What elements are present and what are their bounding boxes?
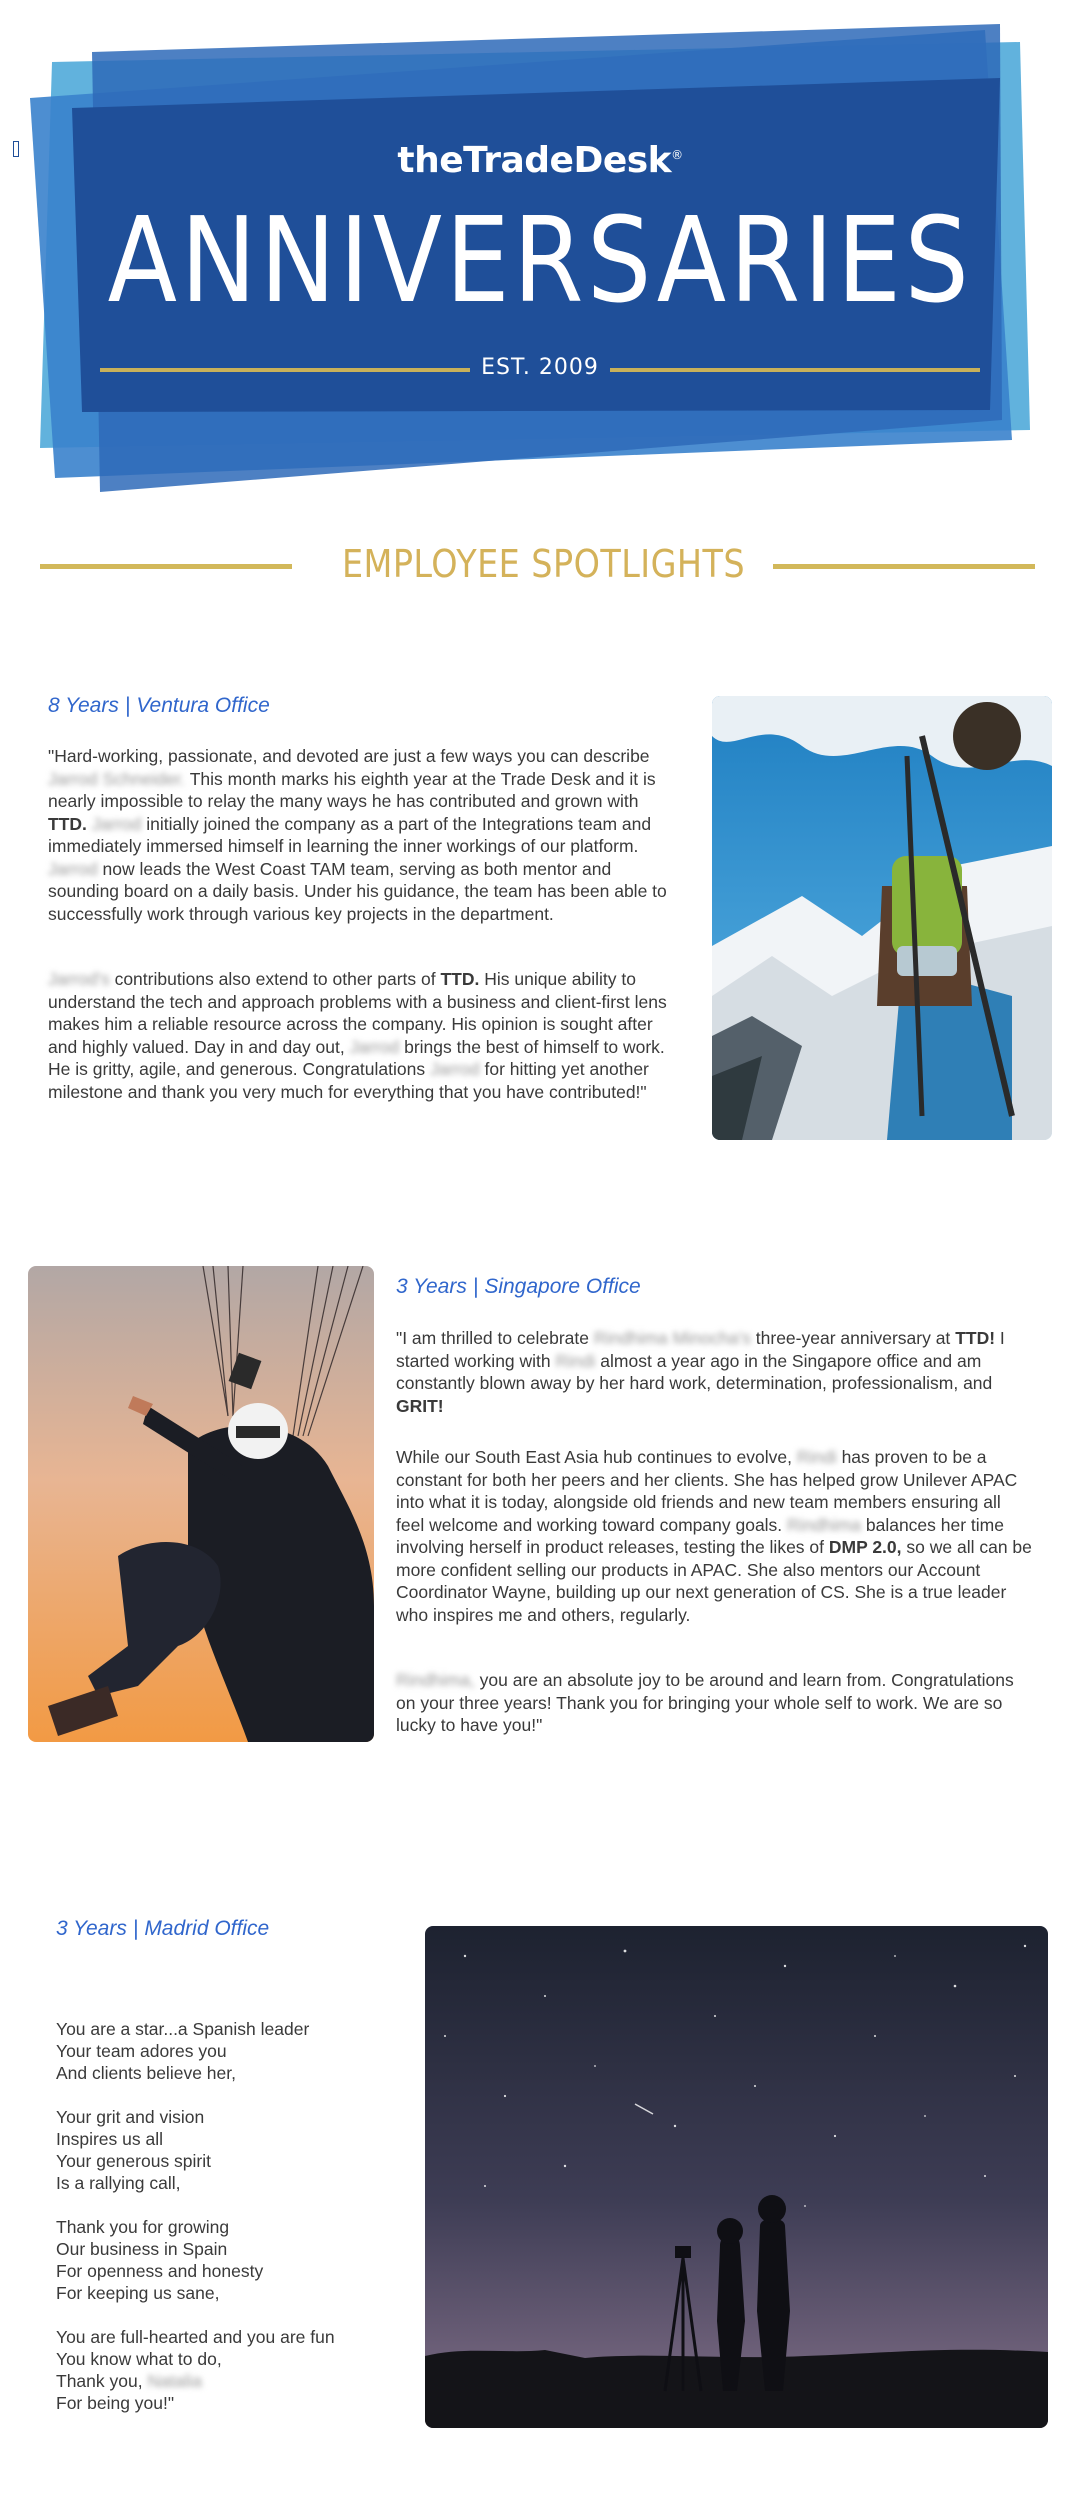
poem: [56, 2018, 416, 2414]
years-label: 3 Years: [396, 1275, 467, 1298]
section-heading-text: EMPLOYEE SPOTLIGHTS: [341, 542, 746, 586]
power-icon: [0, 140, 32, 172]
poem-line: Your generous spirit: [56, 2151, 212, 2171]
company-abbrev: TTD.: [48, 813, 87, 834]
separator: |: [124, 694, 131, 717]
poem-stanza: [56, 2106, 416, 2194]
poem-line: And clients believe her,: [56, 2063, 236, 2083]
employee-name: Jarrod: [349, 1036, 400, 1057]
spotlight-paragraph: Rindhima, you are an absolute joy to be around and learn from. Congratulations on your three years! Thank you for bringing your whole self to work. We are so lucky to have you!": [396, 1670, 1014, 1735]
established-label: EST. 2009: [481, 355, 599, 380]
employee-name: Rindi: [796, 1447, 837, 1467]
poem-line: You are full-hearted and you are fun: [56, 2327, 335, 2347]
divider-line: [100, 368, 470, 372]
employee-name: Jarrod's: [48, 969, 110, 989]
divider-line: [610, 368, 980, 372]
poem-stanza: [56, 2326, 416, 2414]
divider-line: [40, 564, 292, 569]
separator: |: [132, 1917, 139, 1940]
poem-line: For openness and honesty: [56, 2261, 264, 2281]
poem-line: You know what to do,: [56, 2349, 222, 2369]
brand-logo: [0, 140, 1080, 181]
years-label: 3 Years: [56, 1917, 127, 1940]
employee-name: Jarrod: [48, 858, 98, 879]
poem-line: Your team adores you: [56, 2041, 227, 2061]
employee-name: Rindhima,: [396, 1670, 475, 1690]
skier-mountain-image: [712, 696, 1052, 1140]
poem-stanza: [56, 2018, 416, 2084]
poem-stanza: [56, 2216, 416, 2304]
divider-line: [773, 564, 1035, 569]
header-banner: [0, 0, 1080, 520]
office-label: Ventura Office: [136, 694, 270, 717]
poem-line: You are a star...a Spanish leader: [56, 2019, 310, 2039]
employee-name: Jarrod Schneider.: [48, 768, 186, 789]
spotlight-headline: [48, 694, 270, 718]
years-label: 8 Years: [48, 694, 119, 717]
section-heading: [40, 538, 1035, 596]
stargazing-night-image: [425, 1926, 1048, 2428]
spotlight-paragraph: While our South East Asia hub continues to evolve, Rindi has proven to be a constant for both her peers and her clients. She has helped grow Unilever APAC into what it is today, alongside old friends and new team members ensuring all feel welcome and working toward company goals. Rindhima balances her time involving herself in product releases, testing the likes of DMP 2.0, so we all can be more confident selling our products in APAC. She also mentors our Account Coordinator Wayne, building up our next generation of CS. She is a true leader who inspires me and others, regularly.: [396, 1447, 1032, 1625]
employee-name: Jarrod: [91, 813, 142, 834]
poem-line: Thank you, Natalia: [56, 2371, 202, 2391]
emphasis-text: GRIT!: [396, 1395, 444, 1416]
employee-name: Natalia: [147, 2371, 202, 2391]
company-abbrev: TTD.: [440, 969, 480, 989]
established-row: [100, 355, 980, 383]
spotlight-paragraph: "Hard-working, passionate, and devoted are just a few ways you can describe Jarrod Schneider. This month marks his eighth year at the Trade Desk and it is nearly impossible to relay the many ways he has contributed and grown with TTD. Jarrod initially joined the company as a part of the Integrations team and immediately immersed himself in learning the inner workings of our platform. Jarrod now leads the West Coast TAM team, serving as both mentor and sounding board on a daily basis. Under his guidance, the team has been able to successfully work through various key projects in the department.: [48, 746, 667, 924]
spotlight-paragraph: "I am thrilled to celebrate Rindhima Minocha's three-year anniversary at TTD! I started working with Rindi almost a year ago in the Singapore office and am constantly blown away by her hard work, determination, professionalism, and GRIT!: [396, 1328, 1005, 1416]
employee-name: Rindhima: [787, 1514, 861, 1535]
company-abbrev: TTD!: [955, 1328, 996, 1348]
brand-name: theTradeDesk: [397, 140, 672, 181]
spotlight-paragraph: Jarrod's contributions also extend to other parts of TTD. His unique ability to understand the tech and approach problems with a business and client-first lens makes him a reliable resource across the company. His opinion is sought after and highly valued. Day in and day out, Jarrod brings the best of himself to work. He is gritty, agile, and generous. Congratulations Jarrod for hitting yet another milestone and thank you very much for everything that you have contributed!": [48, 969, 667, 1102]
banner-title: ANNIVERSARIES: [107, 191, 973, 329]
employee-name: Rindi: [555, 1350, 596, 1371]
spotlight-headline: [56, 1917, 269, 1941]
poem-line: Is a rallying call,: [56, 2173, 181, 2193]
trademark-mark: ®: [671, 148, 683, 162]
office-label: Madrid Office: [144, 1917, 270, 1940]
poem-line: For keeping us sane,: [56, 2283, 220, 2303]
product-name: DMP 2.0,: [828, 1537, 902, 1557]
employee-name: Rindhima Minocha's: [593, 1328, 751, 1348]
poem-line: Our business in Spain: [56, 2239, 228, 2259]
separator: |: [472, 1275, 479, 1298]
poem-line: For being you!": [56, 2393, 175, 2413]
poem-line: Thank you for growing: [56, 2217, 230, 2237]
poem-line: Inspires us all: [56, 2129, 163, 2149]
spotlight-headline: [396, 1275, 641, 1299]
office-label: Singapore Office: [484, 1275, 641, 1298]
employee-name: Jarrod: [430, 1059, 480, 1079]
poem-line: Your grit and vision: [56, 2107, 205, 2127]
paraglider-sunset-image: [28, 1266, 374, 1742]
